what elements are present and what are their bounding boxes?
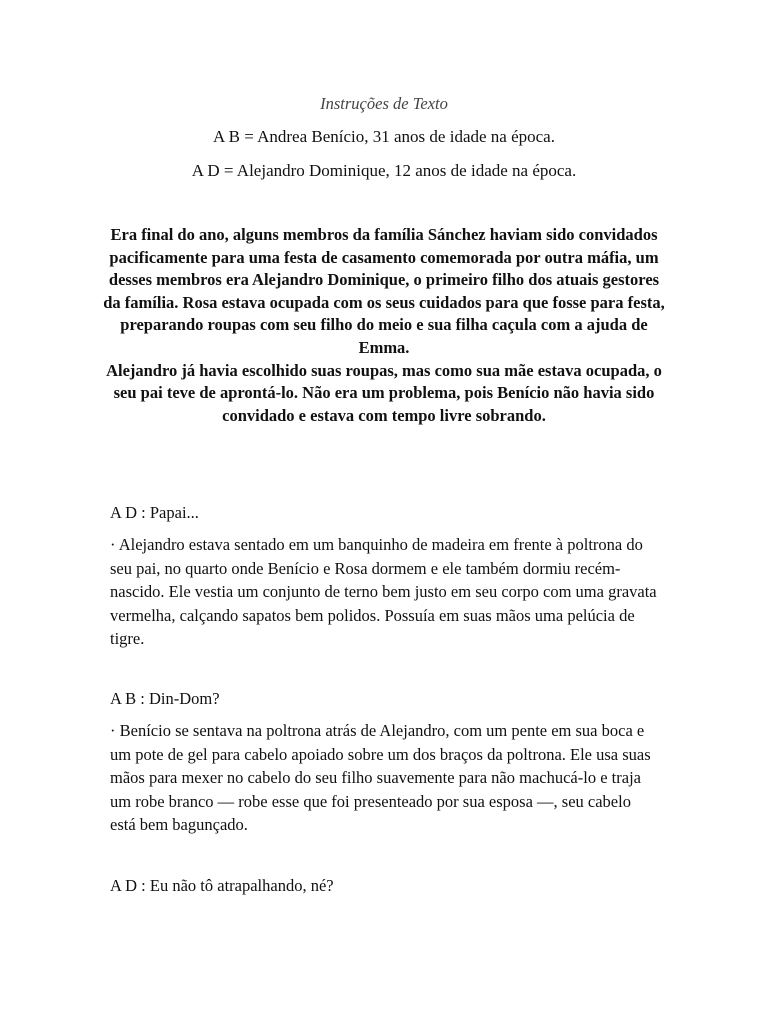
dialogue-speaker-line: A D : Eu não tô atrapalhando, né? [110,876,334,895]
character-ad-line: A D = Alejandro Dominique, 12 anos de idade na época. [191,161,577,180]
intro-paragraph-1: Era final do ano, alguns membros da família Sánchez haviam sido convidados pacificamente para uma festa de casamento comemorada por outra máfia, um desses membros era Alejandro Dominique, o primeiro filho dos atuais gestores da família. Rosa estava ocupada com os seus cuidados para que fosse para festa, preparando roupas com seu filho do meio e sua filha caçula com a ajuda de Emma. [103,225,665,357]
intro-paragraph-2: Alejandro já havia escolhido suas roupas, mas como sua mãe estava ocupada, o seu pai teve de aprontá-lo. Não era um problema, pois Benício não havia sido convidado e estava com tempo livre sobrando. [106,360,662,425]
instructions-title: Instruções de Texto [320,94,448,113]
dialogue-narration: · Benício se sentava na poltrona atrás de Alejandro, com um pente em sua boca e um pote de gel para cabelo apoiado sobre um dos braços da poltrona. Ele usa suas mãos para mexer no cabelo do seu filho suavemente para não machucá-lo e traja um robe branco — robe esse que foi presenteado por sua esposa —, seu cabelo está bem bagunçado. [110,721,651,835]
intro-section [100,224,668,427]
character-ab-line: A B = Andrea Benício, 31 anos de idade na época. [213,127,555,146]
dialogue-speaker-line: A D : Papai... [110,503,199,522]
dialogue-speaker-line: A B : Din-Dom? [110,689,220,708]
dialogue-narration: · Alejandro estava sentado em um banquinho de madeira em frente à poltrona do seu pai, no quarto onde Benício e Rosa dormem e ele também dormiu recém-nascido. Ele vestia um conjunto de terno bem justo em seu corpo com uma gravata vermelha, calçando sapatos bem polidos. Possuía em suas mãos uma pelúcia de tigre. [110,535,657,649]
